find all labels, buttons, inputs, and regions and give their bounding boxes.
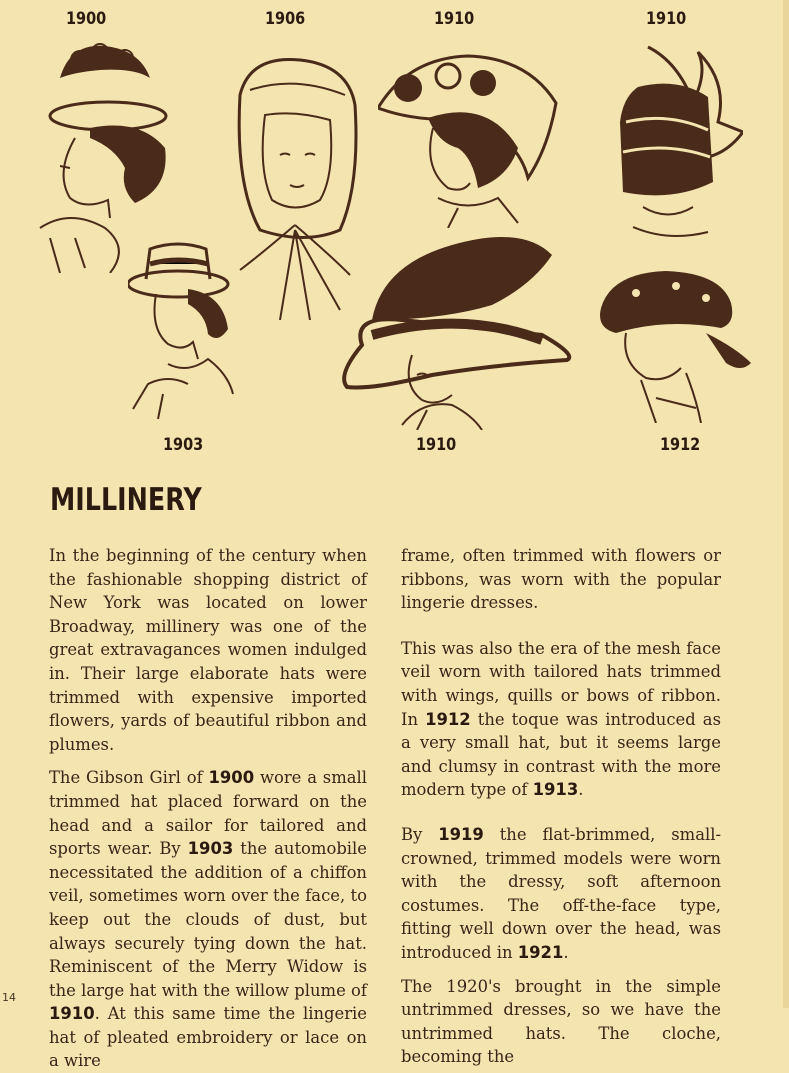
paragraph: In the beginning of the century when the fashionable shopping district of New York was located on lower Broadway, millinery was one of the great extravagances women indulged in. Their large elaborate hats were trimmed with expensive imported flowers, yards of beautiful ribbon and plumes. — [49, 546, 367, 754]
plumed-hat-illustration-1910 — [342, 225, 577, 430]
year-label-1910-b: 1910 — [646, 9, 687, 29]
text-column-left — [49, 544, 367, 1073]
year-emphasis: 1910 — [49, 1004, 95, 1024]
year-label-1900: 1900 — [66, 9, 107, 29]
paragraph: The Gibson Girl of 1900 wore a small trimmed hat placed forward on the head and a sailor for tailored and sports wear. By 1903 the automobile necessitated the addition of a chiffon veil, sometimes worn over the face, to keep out the clouds of dust, but always securely tying down the hat. Reminiscent of the Merry Widow is the large hat with the willow plume of 1910. At this same time the lingerie hat of pleated embroidery or lace on a wire — [49, 768, 368, 1071]
hat-illustration-1910-tall — [608, 42, 743, 242]
paragraph: The 1920's brought in the simple untrimmed dresses, so we have the untrimmed hats. The cloche, becoming the — [401, 976, 721, 1067]
toque-illustration-1912 — [596, 268, 754, 423]
paragraph: This was also the era of the mesh face veil worn with tailored hats trimmed with wings, quills or bows of ribbon. In 1912 the toque was introduced as a very small hat, but it seems large and clumsy in contrast with the more modern type of 1913. — [401, 638, 721, 800]
page-edge-right — [783, 0, 789, 1008]
sailor-hat-illustration-1903 — [128, 234, 240, 419]
section-heading: MILLINERY — [50, 482, 202, 518]
year-label-1910-c: 1910 — [416, 435, 457, 455]
page-number: 14 — [2, 991, 16, 1004]
year-emphasis: 1921 — [517, 942, 564, 962]
year-emphasis: 1900 — [208, 768, 255, 788]
year-label-1910-a: 1910 — [434, 9, 475, 29]
year-emphasis: 1913 — [532, 780, 579, 800]
year-label-1903: 1903 — [163, 435, 204, 455]
year-emphasis: 1903 — [187, 839, 234, 859]
year-emphasis: 1912 — [425, 709, 471, 729]
paragraph: frame, often trimmed with flowers or ribbons, was worn with the popular lingerie dresses. — [401, 546, 721, 613]
hat-illustration-1910-floral — [378, 48, 563, 228]
paragraph: By 1919 the flat-brimmed, small-crowned, trimmed models were worn with the dressy, soft afternoon costumes. The off-the-face type, fitting well down over the head, was introduced in 1921. — [401, 824, 721, 962]
year-label-1912: 1912 — [660, 435, 701, 455]
year-label-1906: 1906 — [265, 9, 306, 29]
year-emphasis: 1919 — [438, 824, 484, 844]
text-column-right — [401, 544, 721, 1069]
bonnet-illustration-1906 — [230, 55, 360, 330]
